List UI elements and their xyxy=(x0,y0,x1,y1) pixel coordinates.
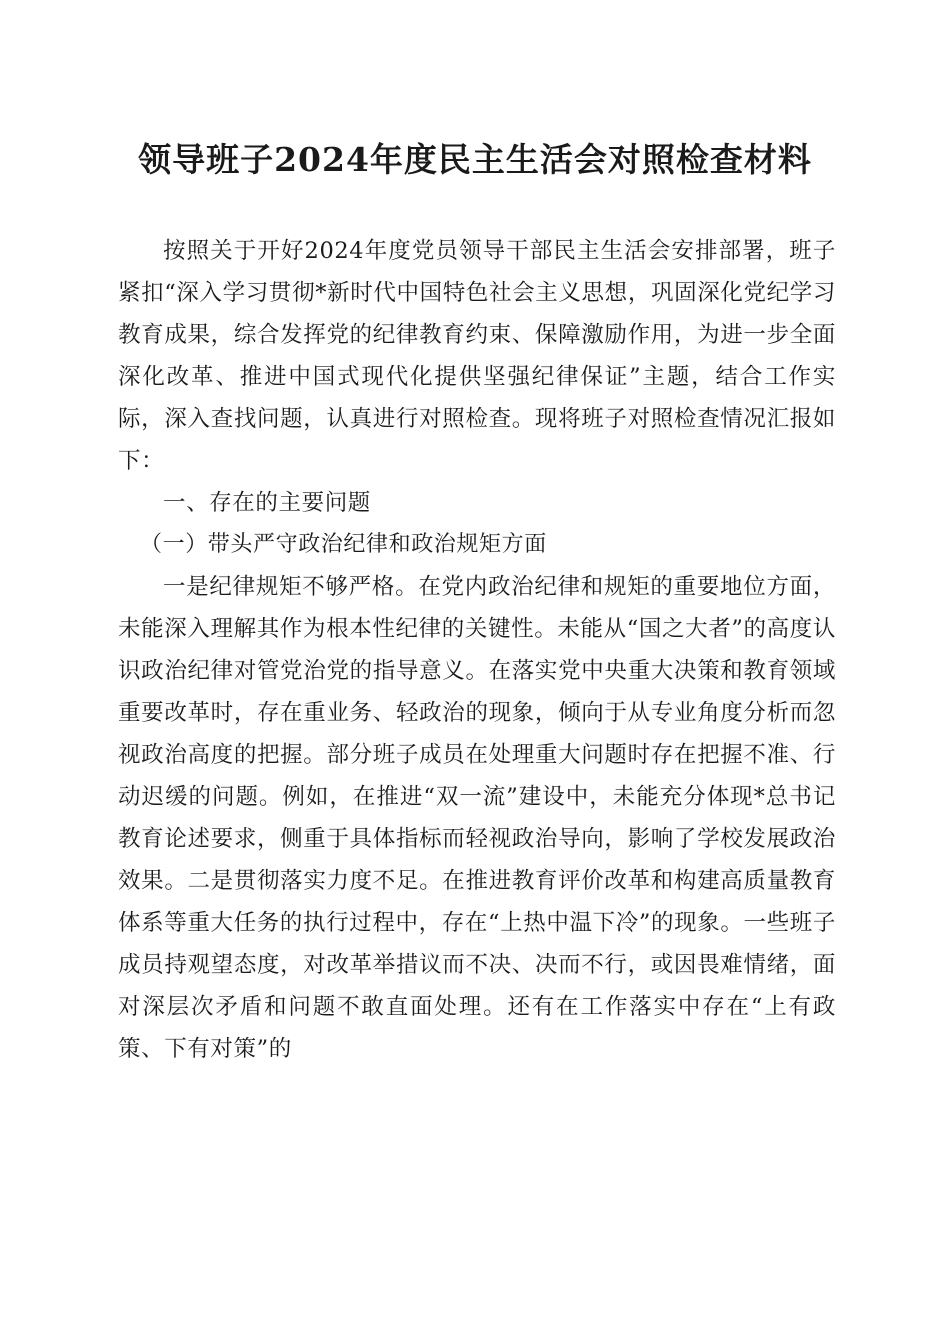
document-body xyxy=(118,230,836,1070)
point-2-lead: 二是贯彻落实力度不足。 xyxy=(187,868,443,894)
point-1-lead: 一是纪律规矩不够严格。 xyxy=(163,574,419,600)
document-title: 领导班子2024年度民主生活会对照检查材料 xyxy=(138,140,812,179)
problem-paragraph xyxy=(118,566,836,1070)
section-heading: 一、存在的主要问题 xyxy=(163,490,371,516)
point-1-text: 在党内政治纪律和规矩的重要地位方面，未能深入理解其作为根本性纪律的关键性。未能从“国之大者”的高度认识政治纪律对管党治党的指导意义。在落实党中央重大决策和教育领域重要改革时，存在重业务、轻政治的现象，倾向于从专业角度分析而忽视政治高度的把握。部分班子成员在处理重大问题时存在把握不准、行动迟缓的问题。例如，在推进“双一流”建设中，未能充分体现*总书记教育论述要求，侧重于具体指标而轻视政治导向，影响了学校发展政治效果。 xyxy=(118,574,836,894)
point-2-text: 在推进教育评价改革和构建高质量教育体系等重大任务的执行过程中，存在“上热中温下冷”的现象。一些班子成员持观望态度，对改革举措议而不决、决而不行，或因畏难情绪，面对深层次矛盾和问题不敢直面处理。还有在工作落实中存在“上有政策、下有对策”的 xyxy=(118,868,836,1062)
intro-paragraph: 按照关于开好2024年度党员领导干部民主生活会安排部署，班子紧扣“深入学习贯彻*新时代中国特色社会主义思想，巩固深化党纪学习教育成果，综合发挥党的纪律教育约束、保障激励作用，为进一步全面深化改革、推进中国式现代化提供坚强纪律保证”主题，结合工作实际，深入查找问题，认真进行对照检查。现将班子对照检查情况汇报如下： xyxy=(118,238,836,474)
subsection-heading: （一）带头严守政治纪律和政治规矩方面 xyxy=(140,532,547,557)
